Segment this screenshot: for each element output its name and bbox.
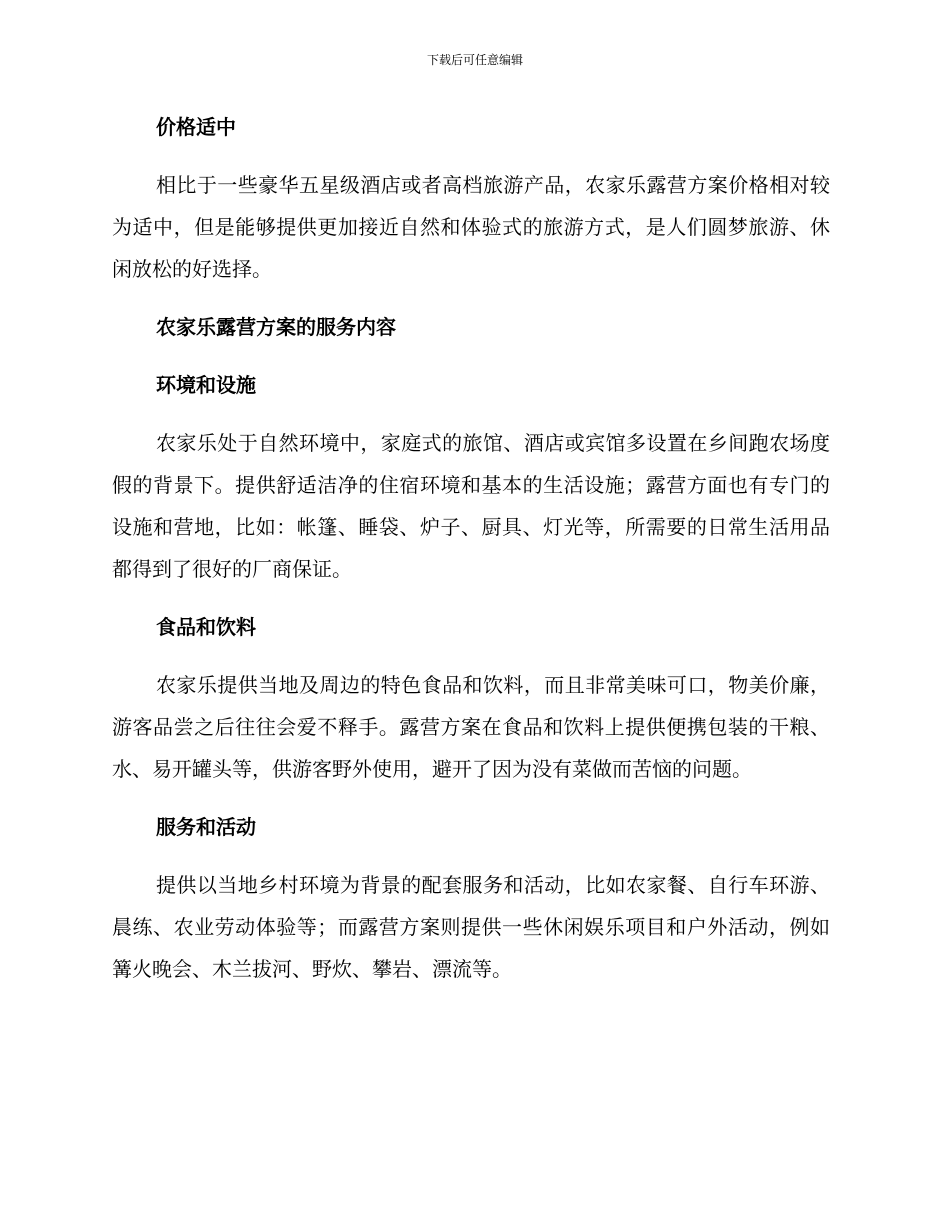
paragraph-environment: 农家乐处于自然环境中，家庭式的旅馆、酒店或宾馆多设置在乡间跑农场度假的背景下。提供舒适洁净的住宿环境和基本的生活设施；露营方面也有专门的设施和营地，比如：帐篷、睡袋、炉子、厨具、灯光等，所需要的日常生活用品都得到了很好的厂商保证。 xyxy=(112,431,830,581)
document-body xyxy=(112,106,830,1006)
header-note: 下载后可任意编辑 xyxy=(426,53,523,67)
heading-food: 食品和饮料 xyxy=(156,615,256,639)
paragraph-activities: 提供以当地乡村环境为背景的配套服务和活动，比如农家餐、自行车环游、晨练、农业劳动体验等；而露营方案则提供一些休闲娱乐项目和户外活动，例如篝火晚会、木兰拔河、野炊、攀岩、漂流等。 xyxy=(112,873,830,981)
paragraph-food: 农家乐提供当地及周边的特色食品和饮料，而且非常美味可口，物美价廉，游客品尝之后往往会爱不释手。露营方案在食品和饮料上提供便携包装的干粮、水、易开罐头等，供游客野外使用，避开了因为没有菜做而苦恼的问题。 xyxy=(112,673,830,781)
paragraph-price: 相比于一些豪华五星级酒店或者高档旅游产品，农家乐露营方案价格相对较为适中，但是能够提供更加接近自然和体验式的旅游方式，是人们圆梦旅游、休闲放松的好选择。 xyxy=(112,173,830,281)
heading-price: 价格适中 xyxy=(156,115,236,139)
heading-services: 农家乐露营方案的服务内容 xyxy=(156,315,396,339)
heading-environment: 环境和设施 xyxy=(156,373,256,397)
heading-activities: 服务和活动 xyxy=(156,815,256,839)
